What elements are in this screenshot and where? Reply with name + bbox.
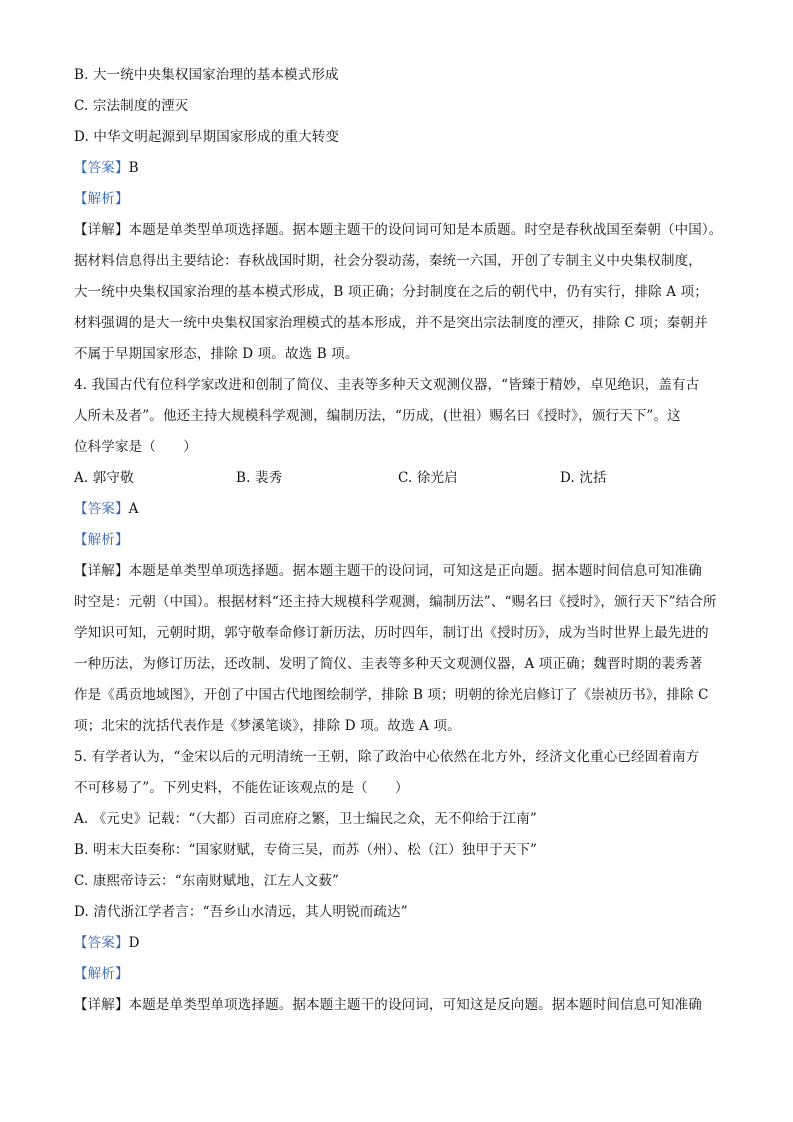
answer-line bbox=[74, 153, 724, 184]
question-5 bbox=[74, 742, 724, 1021]
question-3-tail bbox=[74, 60, 724, 370]
detail-line: 【详解】本题是单类型单项选择题。据本题主题干的设问词可知是本质题。时空是春秋战国至秦朝（中国）。 bbox=[74, 222, 723, 238]
analysis-label: 【解析】 bbox=[74, 191, 129, 207]
analysis-label: 【解析】 bbox=[74, 532, 129, 548]
option-a: A. 《元史》记载：“（大都）百司庶府之繁，卫士编民之众，无不仰给于江南” bbox=[74, 811, 537, 827]
question-stem: 不可移易了”。下列史料，不能佐证该观点的是（ ） bbox=[74, 780, 409, 796]
option-b: B. 大一统中央集权国家治理的基本模式形成 bbox=[74, 67, 339, 83]
answer-line bbox=[74, 494, 724, 525]
detail-line: 学知识可知，元朝时期，郭守敬奉命修订新历法，历时四年，制订出《授时历》，成为当时世界上最先进的 bbox=[74, 625, 709, 641]
option-b: B. 裴秀 bbox=[236, 470, 283, 486]
answer-line bbox=[74, 928, 724, 959]
detail-line: 【详解】本题是单类型单项选择题。据本题主题干的设问词，可知这是反向题。据本题时间信息可知准确 bbox=[74, 997, 702, 1013]
detail-line: 不属于早期国家形态，排除 D 项。故选 B 项。 bbox=[74, 346, 359, 362]
answer-label: 【答案】 bbox=[74, 935, 129, 951]
question-stem: 5. 有学者认为，“金宋以后的元明清统一王朝，除了政治中心依然在北方外，经济文化重心已经固着南方 bbox=[74, 749, 700, 765]
option-c: C. 徐光启 bbox=[398, 470, 458, 486]
option-c: C. 宗法制度的湮灭 bbox=[74, 98, 189, 114]
detail-label: 【详解】 bbox=[74, 997, 129, 1013]
answer-value: B bbox=[128, 160, 139, 176]
option-d: D. 中华文明起源到早期国家形成的重大转变 bbox=[74, 129, 340, 145]
answer-label: 【答案】 bbox=[74, 160, 129, 176]
detail-line: 【详解】本题是单类型单项选择题。据本题主题干的设问词，可知这是正向题。据本题时间信息可知准确 bbox=[74, 563, 702, 579]
detail-line: 项；北宋的沈括代表作是《梦溪笔谈》，排除 D 项。故选 A 项。 bbox=[74, 718, 461, 734]
detail-line: 材料强调的是大一统中央集权国家治理模式的基本形成，并不是突出宗法制度的湮灭，排除 C 项；秦朝并 bbox=[74, 315, 708, 331]
options-row bbox=[74, 463, 724, 494]
option-a: A. 郭守敬 bbox=[74, 470, 134, 486]
detail-label: 【详解】 bbox=[74, 222, 129, 238]
detail-line: 时空是：元朝（中国）。根据材料“还主持大规模科学观测，编制历法”、“赐名曰《授时》，颁行天下”结合所 bbox=[74, 594, 717, 610]
question-stem: 人所未及者”。他还主持大规模科学观测，编制历法，“历成，(世祖）赐名曰《授时》，颁行天下”。这 bbox=[74, 408, 681, 424]
detail-label: 【详解】 bbox=[74, 563, 129, 579]
option-d: D. 清代浙江学者言：“吾乡山水清远，其人明锐而疏达” bbox=[74, 904, 408, 920]
question-stem: 4. 我国古代有位科学家改进和创制了简仪、圭表等多种天文观测仪器，“皆臻于精妙，卓见绝识，盖有古 bbox=[74, 377, 700, 393]
analysis-label: 【解析】 bbox=[74, 966, 129, 982]
question-stem: 位科学家是（ ） bbox=[74, 439, 197, 455]
option-c: C. 康熙帝诗云：“东南财赋地，江左人文薮” bbox=[74, 873, 340, 889]
answer-value: D bbox=[128, 935, 140, 951]
detail-line: 作是《禹贡地域图》，开创了中国古代地图绘制学，排除 B 项；明朝的徐光启修订了《崇祯历书》，排除 C bbox=[74, 687, 709, 703]
detail-line: 一种历法，为修订历法，还改制、发明了简仪、圭表等多种天文观测仪器，A 项正确；魏晋时期的裴秀著 bbox=[74, 656, 703, 672]
answer-value: A bbox=[128, 501, 139, 517]
option-d: D. 沈括 bbox=[560, 470, 607, 486]
question-4 bbox=[74, 370, 724, 742]
answer-label: 【答案】 bbox=[74, 501, 129, 517]
document-page bbox=[74, 60, 724, 1021]
detail-line: 大一统中央集权国家治理的基本模式形成，B 项正确；分封制度在之后的朝代中，仍有实行，排除 A 项； bbox=[74, 284, 708, 300]
detail-line: 据材料信息得出主要结论：春秋战国时期，社会分裂动荡，秦统一六国，开创了专制主义中央集权制度， bbox=[74, 253, 702, 269]
option-b: B. 明末大臣奏称：“国家财赋，专倚三吴，而苏（州）、松（江）独甲于天下” bbox=[74, 842, 538, 858]
